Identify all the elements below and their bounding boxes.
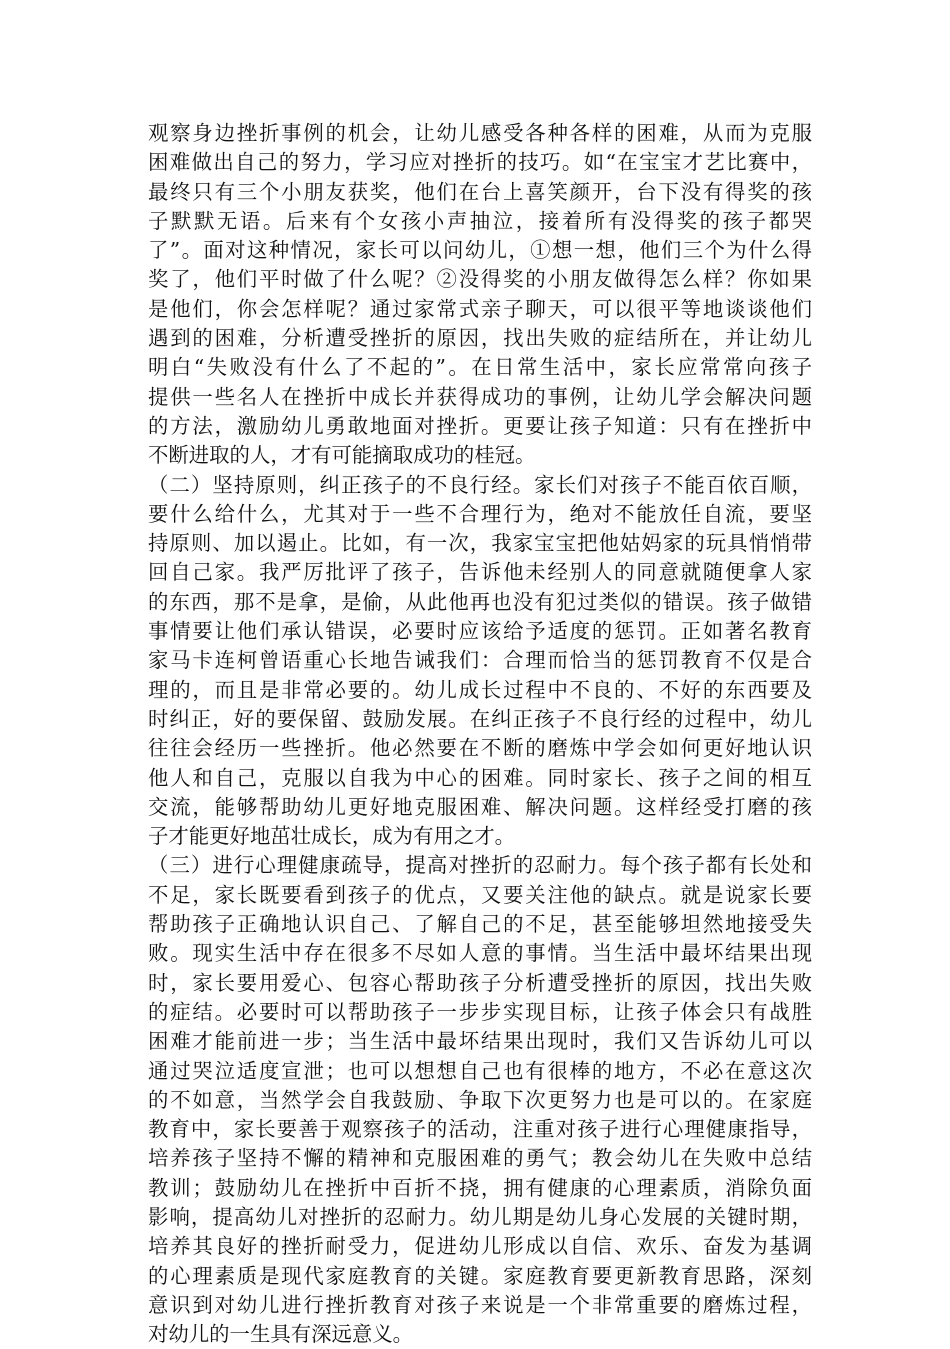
text-line: 回自己家。我严厉批评了孩子，告诉他未经别人的同意就随便拿人家 — [148, 560, 812, 585]
text-line: 遇到的困难，分析遭受挫折的原因，找出失败的症结所在，并让幼儿 — [148, 326, 812, 351]
text-line: 败。现实生活中存在很多不尽如人意的事情。当生活中最坏结果出现 — [148, 941, 812, 966]
text-line: 奖了，他们平时做了什么呢？②没得奖的小朋友做得怎么样？你如果 — [148, 267, 812, 292]
text-line: 的方法，激励幼儿勇敢地面对挫折。更要让孩子知道：只有在挫折中 — [148, 413, 812, 438]
text-line: 明白“失败没有什么了不起的”。在日常生活中，家长应常常向孩子 — [148, 355, 812, 380]
text-line: （三）进行心理健康疏导，提高对挫折的忍耐力。每个孩子都有长处和 — [148, 853, 812, 878]
text-line: 他人和自己，克服以自我为中心的困难。同时家长、孩子之间的相互 — [148, 765, 812, 790]
text-line: 的症结。必要时可以帮助孩子一步步实现目标，让孩子体会只有战胜 — [148, 999, 812, 1024]
text-line: 交流，能够帮助幼儿更好地克服困难、解决问题。这样经受打磨的孩 — [148, 794, 812, 819]
text-line: 观察身边挫折事例的机会，让幼儿感受各种各样的困难，从而为克服 — [148, 121, 812, 145]
text-line: 的东西，那不是拿，是偷，从此他再也没有犯过类似的错误。孩子做错 — [148, 589, 812, 614]
text-line: （二）坚持原则，纠正孩子的不良行经。家长们对孩子不能百依百顺， — [148, 472, 812, 497]
text-line: 教育中，家长要善于观察孩子的活动，注重对孩子进行心理健康指导， — [148, 1117, 812, 1142]
text-line: 时，家长要用爱心、包容心帮助孩子分析遭受挫折的原因，找出失败 — [148, 970, 812, 995]
text-line: 家马卡连柯曾语重心长地告诫我们：合理而恰当的惩罚教育不仅是合 — [148, 648, 812, 673]
text-line: 教训；鼓励幼儿在挫折中百折不挠，拥有健康的心理素质，消除负面 — [148, 1175, 812, 1200]
text-line: 培养其良好的挫折耐受力，促进幼儿形成以自信、欢乐、奋发为基调 — [148, 1234, 812, 1259]
text-line: 往往会经历一些挫折。他必然要在不断的磨炼中学会如何更好地认识 — [148, 736, 812, 761]
text-line: 通过哭泣适度宣泄；也可以想想自己也有很棒的地方，不必在意这次 — [148, 1058, 812, 1083]
text-line: 最终只有三个小朋友获奖，他们在台上喜笑颜开，台下没有得奖的孩 — [148, 179, 812, 204]
text-line: 要什么给什么，尤其对于一些不合理行为，绝对不能放任自流，要坚 — [148, 501, 812, 526]
text-line: 事情要让他们承认错误，必要时应该给予适度的惩罚。正如著名教育 — [148, 619, 812, 644]
text-line: 的心理素质是现代家庭教育的关键。家庭教育要更新教育思路，深刻 — [148, 1263, 812, 1288]
text-line: 的不如意，当然学会自我鼓励、争取下次更努力也是可以的。在家庭 — [148, 1087, 812, 1112]
text-line: 时纠正，好的要保留、鼓励发展。在纠正孩子不良行经的过程中，幼儿 — [148, 706, 812, 731]
text-line: 持原则、加以遏止。比如，有一次，我家宝宝把他姑妈家的玩具悄悄带 — [148, 531, 812, 556]
text-line: 影响，提高幼儿对挫折的忍耐力。幼儿期是幼儿身心发展的关键时期， — [148, 1204, 812, 1229]
text-line: 了”。面对这种情况，家长可以问幼儿，①想一想，他们三个为什么得 — [148, 238, 812, 263]
document-body — [148, 119, 812, 1349]
text-line: 困难做出自己的努力，学习应对挫折的技巧。如“在宝宝才艺比赛中， — [148, 150, 812, 175]
text-line: 理的，而且是非常必要的。幼儿成长过程中不良的、不好的东西要及 — [148, 677, 812, 702]
text-line: 子默默无语。后来有个女孩小声抽泣，接着所有没得奖的孩子都哭 — [148, 208, 812, 233]
text-line: 帮助孩子正确地认识自己、了解自己的不足，甚至能够坦然地接受失 — [148, 912, 812, 937]
text-line: 培养孩子坚持不懈的精神和克服困难的勇气；教会幼儿在失败中总结 — [148, 1146, 812, 1171]
text-line: 是他们，你会怎样呢？通过家常式亲子聊天，可以很平等地谈谈他们 — [148, 296, 812, 321]
text-line: 提供一些名人在挫折中成长并获得成功的事例，让幼儿学会解决问题 — [148, 384, 812, 409]
text-line: 不断进取的人，才有可能摘取成功的桂冠。 — [148, 443, 536, 468]
text-line: 子才能更好地茁壮成长，成为有用之才。 — [148, 824, 516, 849]
text-line: 不足，家长既要看到孩子的优点，又要关注他的缺点。就是说家长要 — [148, 882, 812, 907]
text-line: 意识到对幼儿进行挫折教育对孩子来说是一个非常重要的磨炼过程， — [148, 1292, 812, 1317]
text-line: 困难才能前进一步；当生活中最坏结果出现时，我们又告诉幼儿可以 — [148, 1029, 812, 1054]
text-line: 对幼儿的一生具有深远意义。 — [148, 1322, 414, 1347]
